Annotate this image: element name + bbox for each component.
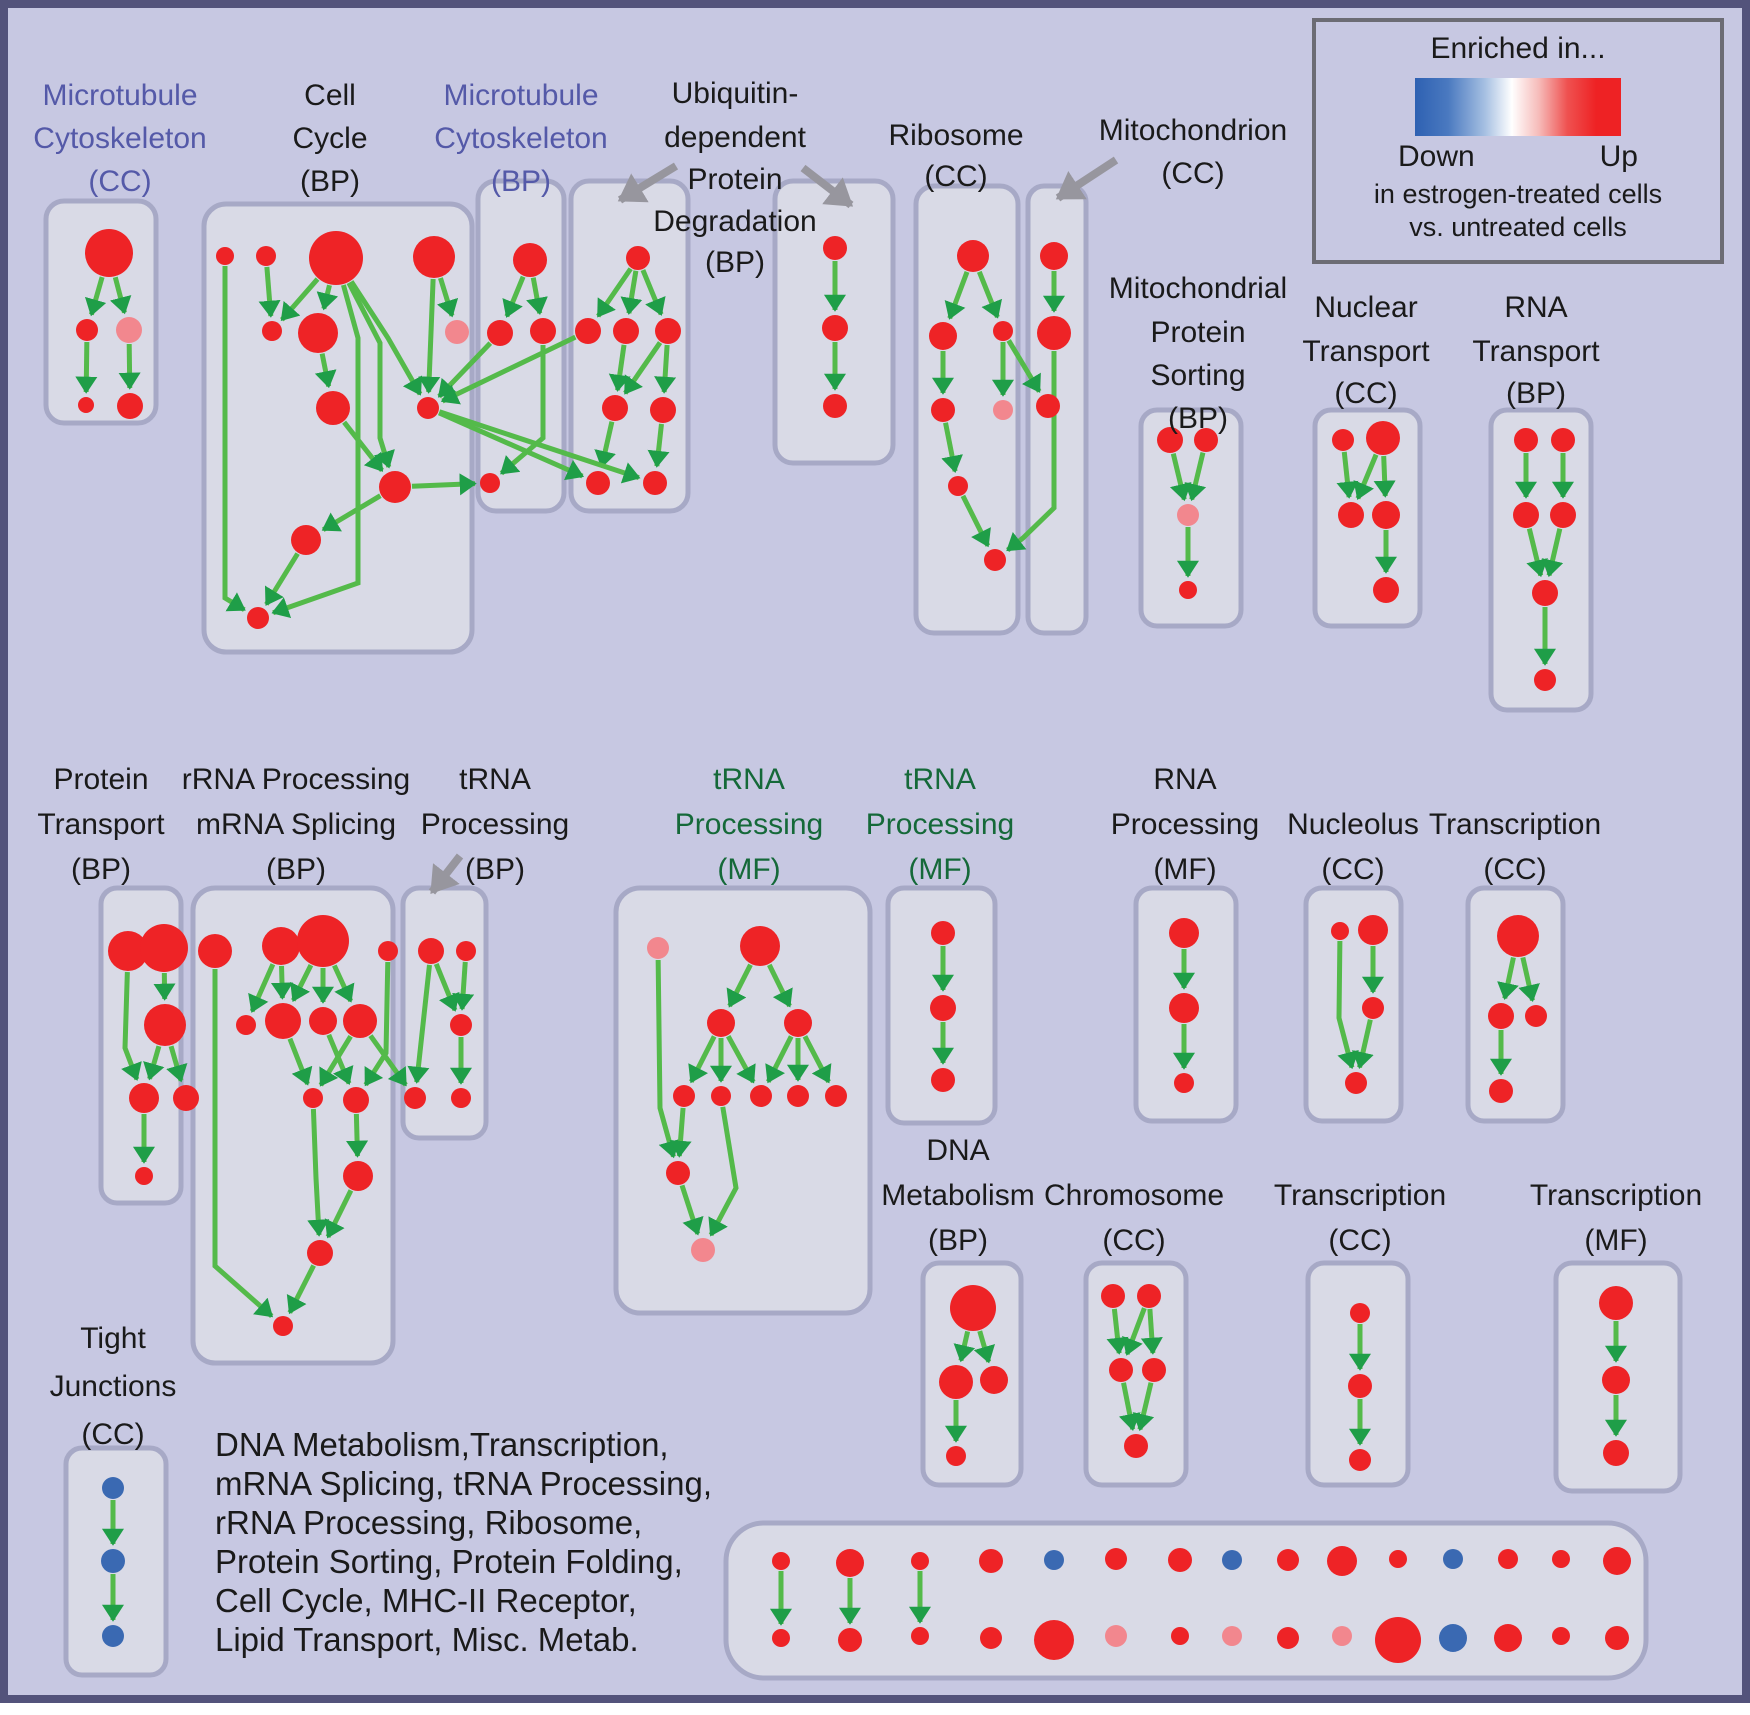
ribosome-label: Ribosome (CC) — [888, 119, 1024, 193]
legend — [1312, 18, 1724, 264]
mps-node-p4 — [1179, 581, 1197, 599]
trna-mf-small-label: tRNA Processing (MF) — [865, 763, 1015, 886]
rna-transport-node-t6 — [1534, 669, 1556, 691]
misc-cluster-node-w6b — [1105, 1625, 1127, 1647]
cell-cycle-node-b10 — [379, 471, 411, 503]
cross-edge-b10-m4 — [412, 484, 475, 487]
rrna-mrna-node-q9 — [303, 1088, 323, 1108]
rna-transport-node-t4 — [1550, 502, 1576, 528]
cell-cycle-node-b12 — [247, 607, 269, 629]
trna-bp-node-tb5 — [451, 1088, 471, 1108]
misc-cluster-node-w5b — [1034, 1620, 1074, 1660]
microtubule-bp-label: Microtubule Cytoskeleton (BP) — [434, 79, 608, 198]
rna-transport-node-t5 — [1532, 580, 1558, 606]
ribosome-node-r4 — [931, 398, 955, 422]
mitochondrion-node-mi2 — [1037, 316, 1071, 350]
rna-transport-node-t1 — [1514, 428, 1538, 452]
protein-transport-node-pt2 — [140, 924, 188, 972]
nucleolus-node-o3 — [1362, 997, 1384, 1019]
trna-mf-big-node-g8 — [787, 1085, 809, 1107]
trna-mf-small-node-s2 — [930, 995, 956, 1021]
trna-mf-big-node-g11 — [691, 1238, 715, 1262]
trna-mf-small-node-s1 — [931, 921, 955, 945]
rna-transport-box — [1491, 410, 1591, 710]
trna-bp-edge-tb2-tb3 — [462, 962, 465, 1009]
misc-list-line-2: mRNA Splicing, tRNA Processing, — [215, 1465, 713, 1502]
misc-cluster-node-w3b — [911, 1627, 929, 1645]
ubiq-left-node-u2 — [575, 318, 601, 344]
misc-cluster-node-w8t — [1222, 1550, 1242, 1570]
cell-cycle-node-b7 — [445, 320, 469, 344]
ubiq-left-label: Ubiquitin-dependent Protein Degradation (BP) — [653, 77, 817, 279]
microtubule-bp-node-m1 — [513, 243, 547, 277]
protein-transport-node-pt4 — [129, 1083, 159, 1113]
ubiq-right-node-v1 — [823, 236, 847, 260]
ubiq-left-node-u7 — [586, 471, 610, 495]
nuclear-transport-edge-n2-n4 — [1384, 456, 1386, 496]
nuclear-transport-node-n4 — [1372, 501, 1400, 529]
trna-mf-big-node-g2 — [740, 926, 780, 966]
nuclear-transport-node-n1 — [1332, 429, 1354, 451]
misc-cluster-node-w9b — [1277, 1627, 1299, 1649]
dna-metabolism-label: DNA Metabolism (BP) — [881, 1134, 1035, 1257]
misc-cluster-box — [726, 1523, 1646, 1678]
misc-cluster-node-w4b — [980, 1627, 1002, 1649]
trna-mf-big-node-g4 — [784, 1009, 812, 1037]
misc-list-line-5: Cell Cycle, MHC-II Receptor, — [215, 1582, 637, 1619]
tight-junctions-node-j1 — [102, 1477, 124, 1499]
nuclear-transport-node-n5 — [1373, 577, 1399, 603]
misc-cluster-node-w13b — [1494, 1624, 1522, 1652]
rna-transport-node-t2 — [1551, 428, 1575, 452]
misc-list-line-4: Protein Sorting, Protein Folding, — [215, 1543, 683, 1580]
chromosome-node-h3 — [1109, 1358, 1133, 1382]
misc-cluster-node-w7t — [1168, 1548, 1192, 1572]
transcription-cc-bot-node-x2 — [1348, 1374, 1372, 1398]
rna-transport-label: RNA Transport (BP) — [1472, 291, 1600, 410]
misc-cluster-node-w1t — [772, 1552, 790, 1570]
mps-label: Mitochondrial Protein Sorting (BP) — [1108, 272, 1288, 435]
trna-mf-big-node-g7 — [750, 1085, 772, 1107]
cell-cycle-node-b1 — [216, 247, 234, 265]
misc-cluster-node-w5t — [1044, 1550, 1064, 1570]
transcription-cc-mid-node-c3 — [1525, 1005, 1547, 1027]
misc-cluster-node-w3t — [911, 1552, 929, 1570]
ribosome-node-r6 — [948, 476, 968, 496]
rrna-mrna-node-q12 — [307, 1240, 333, 1266]
misc-cluster-node-w11b — [1375, 1617, 1421, 1663]
misc-cluster-node-w6t — [1105, 1548, 1127, 1570]
rrna-mrna-node-q6 — [265, 1003, 301, 1039]
transcription-cc-bot-label: Transcription (CC) — [1273, 1179, 1447, 1257]
nuclear-transport-node-n2 — [1366, 421, 1400, 455]
legend-gradient-bar — [1415, 78, 1621, 136]
ubiq-right-node-v2 — [822, 315, 848, 341]
trna-mf-big-node-g5 — [673, 1085, 695, 1107]
trna-mf-big-node-g10 — [666, 1161, 690, 1185]
rrna-mrna-node-q7 — [309, 1007, 337, 1035]
rrna-mrna-node-q3 — [297, 915, 349, 967]
transcription-cc-mid-node-c4 — [1489, 1079, 1513, 1103]
misc-list-line-6: Lipid Transport, Misc. Metab. — [215, 1621, 639, 1658]
nucleolus-label: Nucleolus (CC) — [1287, 808, 1419, 886]
transcription-mf-node-y1 — [1599, 1286, 1633, 1320]
protein-transport-label: Protein Transport (BP) — [37, 763, 165, 886]
nuclear-transport-label: Nuclear Transport (CC) — [1302, 291, 1430, 410]
misc-list-line-1: DNA Metabolism,Transcription, — [215, 1426, 669, 1463]
trna-bp-node-tb2 — [456, 941, 476, 961]
protein-transport-node-pt6 — [135, 1167, 153, 1185]
nucleolus-node-o2 — [1358, 915, 1388, 945]
mitochondrion-node-mi3 — [1036, 394, 1060, 418]
misc-cluster-node-w8b — [1222, 1626, 1242, 1646]
ribosome-node-r5 — [993, 400, 1013, 420]
trna-mf-big-node-g9 — [825, 1085, 847, 1107]
transcription-cc-bot-node-x1 — [1350, 1303, 1370, 1323]
misc-list-line-3: rRNA Processing, Ribosome, — [215, 1504, 643, 1541]
nucleolus-node-o4 — [1345, 1072, 1367, 1094]
cell-cycle-node-b2 — [256, 246, 276, 266]
transcription-cc-mid-node-c1 — [1497, 915, 1539, 957]
rrna-mrna-node-q4 — [378, 941, 398, 961]
cell-cycle-node-b4 — [413, 236, 455, 278]
misc-cluster-node-w10t — [1327, 1546, 1357, 1576]
chromosome-edge-h2-h4 — [1150, 1309, 1153, 1353]
dna-metabolism-node-d4 — [946, 1446, 966, 1466]
misc-cluster-node-w15b — [1605, 1626, 1629, 1650]
ribosome-node-r2 — [929, 322, 957, 350]
microtubule-cc-node-a3 — [116, 317, 142, 343]
misc-cluster-node-w14b — [1552, 1627, 1570, 1645]
ribosome-node-r1 — [957, 240, 989, 272]
protein-transport-node-pt5 — [173, 1085, 199, 1111]
ubiq-left-node-u5 — [602, 395, 628, 421]
misc-cluster-node-w1b — [772, 1629, 790, 1647]
rna-proc-mf-node-z3 — [1174, 1073, 1194, 1093]
trna-mf-big-node-g1 — [647, 937, 669, 959]
cell-cycle-node-b5 — [262, 321, 282, 341]
ubiq-left-node-u3 — [613, 318, 639, 344]
microtubule-cc-label: Microtubule Cytoskeleton (CC) — [33, 79, 207, 198]
rrna-mrna-node-q2 — [262, 927, 300, 965]
legend-down-label: Down — [1398, 140, 1475, 173]
cell-cycle-label: Cell Cycle (BP) — [292, 79, 368, 198]
microtubule-bp-node-m2 — [487, 320, 513, 346]
chromosome-label: Chromosome (CC) — [1043, 1179, 1225, 1257]
rrna-mrna-node-q10 — [343, 1087, 369, 1113]
dna-metabolism-node-d2 — [939, 1365, 973, 1399]
microtubule-cc-edge-a2-a4 — [86, 342, 87, 392]
trna-mf-small-node-s3 — [931, 1068, 955, 1092]
cell-cycle-node-b11 — [291, 525, 321, 555]
dna-metabolism-node-d1 — [950, 1285, 996, 1331]
misc-cluster-node-w2b — [838, 1628, 862, 1652]
misc-cluster-node-w10b — [1332, 1626, 1352, 1646]
trna-bp-node-tb1 — [418, 938, 444, 964]
microtubule-cc-node-a1 — [85, 229, 133, 277]
chromosome-node-h1 — [1101, 1284, 1125, 1308]
mitochondrion-node-mi1 — [1040, 242, 1068, 270]
microtubule-bp-node-m4 — [480, 473, 500, 493]
misc-cluster-node-w14t — [1552, 1550, 1570, 1568]
trna-bp-node-tb4 — [404, 1087, 426, 1109]
mps-node-p3 — [1177, 504, 1199, 526]
ribosome-node-r3 — [993, 321, 1013, 341]
ubiq-left-edge-u4-u6 — [664, 345, 667, 392]
misc-cluster-node-w9t — [1277, 1549, 1299, 1571]
transcription-cc-mid-label: Transcription (CC) — [1428, 808, 1602, 886]
transcription-mf-label: Transcription (MF) — [1529, 1179, 1703, 1257]
ubiq-left-node-u8 — [643, 471, 667, 495]
trna-mf-big-label: tRNA Processing (MF) — [674, 763, 824, 886]
misc-cluster-node-w2t — [836, 1549, 864, 1577]
rrna-mrna-node-q8 — [343, 1004, 377, 1038]
cell-cycle-node-b6 — [298, 313, 338, 353]
rna-proc-mf-label: RNA Processing (MF) — [1110, 763, 1260, 886]
transcription-mf-node-y3 — [1603, 1440, 1629, 1466]
rrna-mrna-label: rRNA Processing mRNA Splicing (BP) — [181, 763, 411, 886]
cell-cycle-node-b8 — [316, 391, 350, 425]
ubiq-right-node-v3 — [823, 394, 847, 418]
rrna-mrna-node-q11 — [343, 1161, 373, 1191]
misc-cluster-node-w13t — [1498, 1549, 1518, 1569]
trna-bp-node-tb3 — [450, 1014, 472, 1036]
misc-cluster-node-w12b — [1439, 1624, 1467, 1652]
ribosome-node-r7 — [984, 549, 1006, 571]
misc-cluster-node-w11t — [1389, 1550, 1407, 1568]
chromosome-node-h2 — [1137, 1284, 1161, 1308]
misc-cluster-node-w15t — [1603, 1547, 1631, 1575]
rna-transport-node-t3 — [1513, 502, 1539, 528]
tight-junctions-node-j2 — [101, 1549, 125, 1573]
transcription-cc-bot-node-x3 — [1349, 1449, 1371, 1471]
cell-cycle-node-b9 — [417, 397, 439, 419]
misc-cluster-node-w7b — [1171, 1627, 1189, 1645]
microtubule-cc-edge-a3-a5 — [129, 344, 130, 388]
misc-cluster-node-w12t — [1443, 1549, 1463, 1569]
trna-mf-big-node-g3 — [707, 1009, 735, 1037]
nuclear-transport-node-n3 — [1338, 502, 1364, 528]
chromosome-node-h5 — [1124, 1434, 1148, 1458]
microtubule-cc-node-a4 — [78, 397, 94, 413]
dna-metabolism-node-d3 — [980, 1366, 1008, 1394]
legend-subtitle-line2: vs. untreated cells — [1409, 212, 1627, 242]
rrna-mrna-node-q1 — [198, 934, 232, 968]
microtubule-bp-node-m3 — [530, 318, 556, 344]
trna-bp-label: tRNA Processing (BP) — [420, 763, 570, 886]
rrna-mrna-node-q5 — [236, 1015, 256, 1035]
rrna-mrna-edge-q2-q6 — [282, 966, 283, 998]
ubiq-left-node-u1 — [626, 246, 650, 270]
rna-proc-mf-node-z1 — [1169, 918, 1199, 948]
legend-subtitle-line1: in estrogen-treated cells — [1373, 179, 1663, 209]
tight-junctions-node-j3 — [102, 1625, 124, 1647]
mitochondrion-label-to-box-gray-arrow — [1058, 160, 1116, 198]
mitochondrion-label: Mitochondrion (CC) — [1098, 114, 1288, 190]
protein-transport-node-pt3 — [144, 1004, 186, 1046]
microtubule-cc-node-a5 — [117, 393, 143, 419]
chromosome-node-h4 — [1142, 1358, 1166, 1382]
trna-mf-big-node-g6 — [711, 1086, 731, 1106]
rrna-mrna-node-q13 — [273, 1316, 293, 1336]
misc-cluster-node-w4t — [979, 1549, 1003, 1573]
transcription-cc-mid-node-c2 — [1488, 1003, 1514, 1029]
tight-junctions-label: Tight Junctions (CC) — [49, 1322, 177, 1451]
transcription-mf-node-y2 — [1602, 1366, 1630, 1394]
legend-title: Enriched in... — [1430, 32, 1606, 65]
ubiq-left-node-u4 — [655, 318, 681, 344]
rrna-mrna-edge-q10-q11 — [356, 1114, 357, 1156]
cell-cycle-node-b3 — [309, 231, 363, 285]
rna-proc-mf-node-z2 — [1169, 993, 1199, 1023]
legend-up-label: Up — [1599, 140, 1638, 173]
nucleolus-node-o1 — [1331, 922, 1349, 940]
microtubule-cc-node-a2 — [76, 319, 98, 341]
ubiq-left-node-u6 — [650, 397, 676, 423]
